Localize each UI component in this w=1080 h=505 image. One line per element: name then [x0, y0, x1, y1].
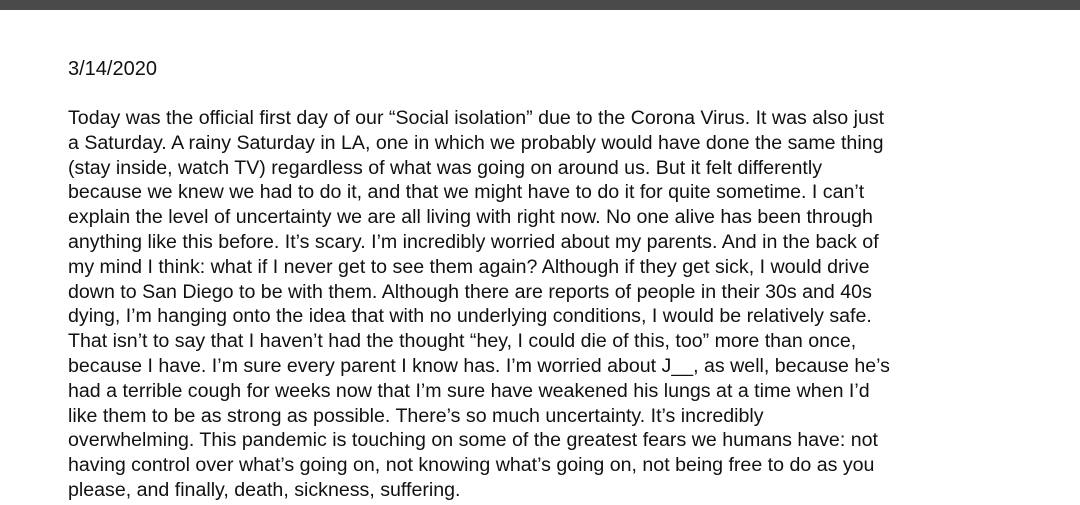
journal-date: 3/14/2020 — [68, 58, 157, 80]
text-line: like them to be as strong as possible. There’s so much uncertainty. It’s incredibly — [68, 404, 764, 427]
text-line: my mind I think: what if I never get to see them again? Although if they get sick, I would drive — [68, 255, 870, 278]
journal-entry-body — [68, 106, 1053, 503]
document-page — [0, 10, 1080, 505]
text-line: overwhelming. This pandemic is touching on some of the greatest fears we humans have: not — [68, 429, 878, 452]
text-line: Today was the official first day of our “Social isolation” due to the Corona Virus. It was also just — [68, 107, 885, 129]
text-line: because I have. I’m sure every parent I know has. I’m worried about J__, as well, because he’s — [68, 354, 890, 377]
text-line: down to San Diego to be with them. Although there are reports of people in their 30s and 40s — [68, 280, 872, 303]
text-line: because we knew we had to do it, and that we might have to do it for quite sometime. I can’t — [68, 181, 865, 204]
text-line: That isn’t to say that I haven’t had the thought “hey, I could die of this, too” more than once, — [68, 330, 857, 353]
text-line: please, and finally, death, sickness, suffering. — [68, 478, 461, 501]
text-line: dying, I’m hanging onto the idea that with no underlying conditions, I would be relatively safe. — [68, 305, 872, 328]
text-line: having control over what’s going on, not knowing what’s going on, not being free to do as you — [68, 454, 875, 477]
window-top-bar — [0, 0, 1080, 10]
text-line: explain the level of uncertainty we are all living with right now. No one alive has been through — [68, 206, 873, 229]
text-line: (stay inside, watch TV) regardless of what was going on around us. But it felt differently — [68, 156, 823, 179]
text-line: had a terrible cough for weeks now that I’m sure have weakened his lungs at a time when I’d — [68, 379, 870, 402]
text-line: a Saturday. A rainy Saturday in LA, one in which we probably would have done the same thing — [68, 131, 884, 154]
text-line: anything like this before. It’s scary. I’m incredibly worried about my parents. And in the back of — [68, 230, 879, 253]
